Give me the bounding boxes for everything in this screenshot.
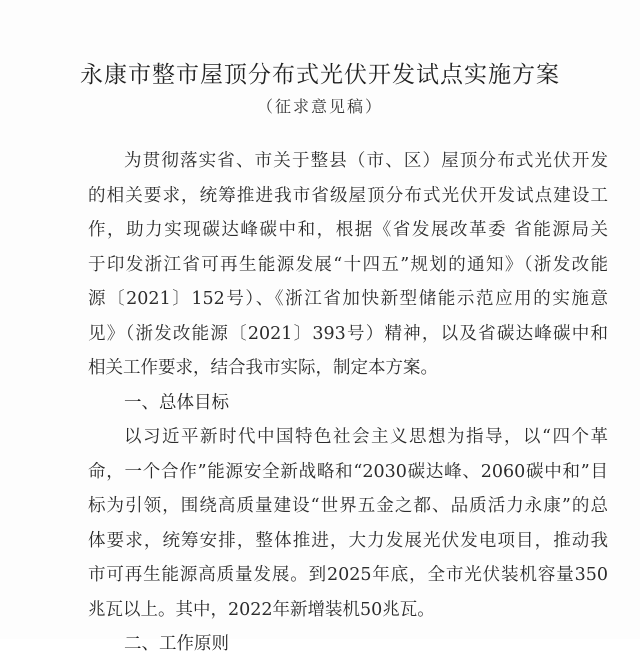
paragraph-line: 命，一个合作”能源安全新战略和“2030碳达峰、2060碳中和”目: [88, 461, 608, 482]
document-subtitle: （征求意见稿）: [256, 97, 383, 116]
paragraph-line: 于印发浙江省可再生能源发展“十四五”规划的通知》（浙发改能: [88, 254, 608, 275]
paragraph-line: 见》（浙发改能源〔2021〕393号）精神，以及省碳达峰碳中和: [88, 323, 608, 344]
paragraph-line: 市可再生能源高质量发展。到2025年底，全市光伏装机容量350: [88, 565, 608, 585]
document-title: 永康市整市屋顶分布式光伏开发试点实施方案: [80, 62, 560, 88]
section-heading: 一、总体目标: [124, 392, 229, 413]
paragraph-line: 源〔2021〕152号）、《浙江省加快新型储能示范应用的实施意: [88, 289, 608, 309]
paragraph-line: 为贯彻落实省、市关于整县（市、区）屋顶分布式光伏开发: [124, 151, 608, 171]
paragraph-line: 的相关要求，统筹推进我市省级屋顶分布式光伏开发试点建设工: [88, 185, 608, 206]
section-heading: 二、工作原则: [124, 634, 229, 654]
paragraph-line: 标为引领，围绕高质量建设“世界五金之都、品质活力永康”的总: [88, 496, 608, 516]
paragraph-line: 以习近平新时代中国特色社会主义思想为指导，以“四个革: [124, 427, 608, 447]
paragraph-line: 作，助力实现碳达峰碳中和，根据《省发展改革委 省能源局关: [88, 220, 608, 240]
paragraph-line: 体要求，统筹安排，整体推进，大力发展光伏发电项目，推动我: [88, 530, 608, 551]
paragraph-line: 相关工作要求，结合我市实际，制定本方案。: [88, 358, 438, 378]
paragraph-line: 兆瓦以上。其中，2022年新增装机50兆瓦。: [88, 599, 435, 620]
